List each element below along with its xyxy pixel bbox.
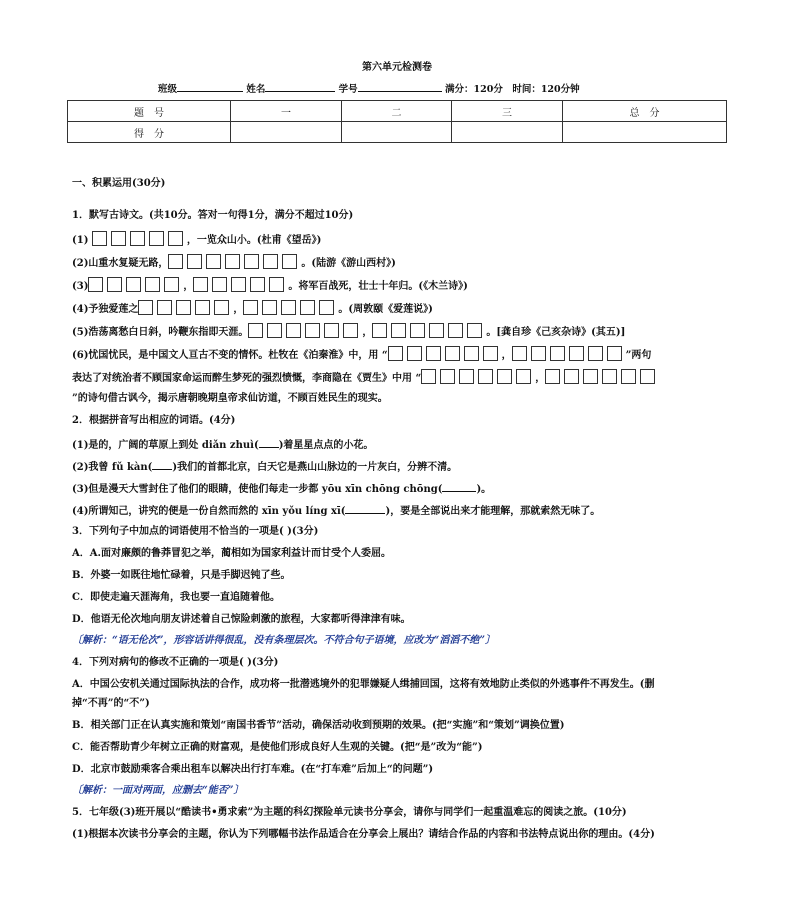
answer-box[interactable]	[531, 346, 546, 361]
q1-l4-tail: 。(周敦颐《爱莲说》)	[338, 304, 433, 315]
answer-box[interactable]	[187, 254, 202, 269]
pinyin-answer-blank[interactable]	[259, 437, 279, 448]
answer-box[interactable]	[225, 254, 240, 269]
section-heading: 一、积累运用(30分)	[72, 178, 166, 189]
answer-box[interactable]	[206, 254, 221, 269]
q3-option-a: A．A.面对廉颇的鲁莽冒犯之举，蔺相如为国家利益计而甘受个人委屈。	[72, 548, 391, 559]
answer-box[interactable]	[319, 300, 334, 315]
header-cell: 二	[342, 101, 452, 122]
q1-l5-text: (5)浩荡离愁白日斜，吟鞭东指即天涯。	[72, 327, 249, 338]
answer-box[interactable]	[244, 254, 259, 269]
q2-stem: 2．根据拼音写出相应的词语。(4分)	[72, 415, 236, 426]
answer-box[interactable]	[168, 231, 183, 246]
answer-box[interactable]	[231, 277, 246, 292]
q1-l5-comma: ，	[362, 327, 373, 338]
answer-box[interactable]	[388, 346, 403, 361]
answer-box[interactable]	[286, 323, 301, 338]
answer-box[interactable]	[467, 323, 482, 338]
class-label: 班级	[158, 84, 178, 95]
q5-stem: 5．七年级(3)班开展以“酷读书•勇求索”为主题的科幻探险单元读书分享会，请你与同学们一起重温难忘的阅读之旅。(10分)	[72, 807, 627, 818]
answer-box[interactable]	[281, 300, 296, 315]
answer-box[interactable]	[459, 369, 474, 384]
score-cell[interactable]	[563, 122, 727, 143]
q1-line-2	[72, 254, 396, 271]
answer-box[interactable]	[212, 277, 227, 292]
score-table-header-row	[68, 101, 727, 122]
answer-box[interactable]	[602, 369, 617, 384]
q1-stem: 1．默写古诗文。(共10分。答对一句得1分，满分不超过10分)	[72, 210, 354, 221]
q1-l7-text: 表达了对统治者不顾国家命运而醉生梦死的强烈愤慨，李商隐在《贾生》中用 “	[72, 373, 422, 384]
answer-box[interactable]	[497, 369, 512, 384]
answer-box[interactable]	[569, 346, 584, 361]
q1-l2-tail: 。(陆游《游山西村》)	[301, 258, 396, 269]
answer-box[interactable]	[621, 369, 636, 384]
answer-box[interactable]	[262, 300, 277, 315]
header-cell: 题 号	[68, 101, 231, 122]
answer-box[interactable]	[248, 323, 263, 338]
answer-box[interactable]	[111, 231, 126, 246]
q2-l3-tail: )。	[476, 484, 492, 495]
answer-box[interactable]	[157, 300, 172, 315]
header-cell: 一	[231, 101, 342, 122]
name-label: 姓名	[246, 84, 266, 95]
answer-box[interactable]	[445, 346, 460, 361]
q3-stem: 3．下列句子中加点的词语使用不恰当的一项是( )(3分)	[72, 526, 319, 537]
q2-l1-text: (1)是的，广阔的草原上到处 diǎn zhuì(	[72, 440, 259, 451]
answer-box[interactable]	[176, 300, 191, 315]
q1-l7-comma: ，	[535, 373, 546, 384]
answer-box[interactable]	[550, 346, 565, 361]
answer-box[interactable]	[483, 346, 498, 361]
answer-box[interactable]	[545, 369, 560, 384]
answer-box[interactable]	[440, 369, 455, 384]
answer-box[interactable]	[391, 323, 406, 338]
answer-box[interactable]	[607, 346, 622, 361]
q4-option-c: C．能否帮助青少年树立正确的财富观，是使他们形成良好人生观的关键。(把“是”改为“能”)	[72, 742, 483, 753]
answer-box[interactable]	[564, 369, 579, 384]
answer-box[interactable]	[516, 369, 531, 384]
q1-l6-comma: ，	[501, 350, 512, 361]
answer-box[interactable]	[130, 231, 145, 246]
answer-box[interactable]	[583, 369, 598, 384]
q5-part-1: (1)根据本次读书分享会的主题，你认为下列哪幅书法作品适合在分享会上展出？请结合作品的内容和书法特点说出你的理由。(4分)	[72, 829, 655, 840]
q1-l6-tail: ”两句	[625, 350, 652, 361]
header-cell: 三	[452, 101, 563, 122]
answer-box[interactable]	[640, 369, 655, 384]
answer-box[interactable]	[92, 231, 107, 246]
q4-option-a-cont: 掉“不再”的“不”)	[72, 698, 150, 709]
header-cell: 总 分	[563, 101, 727, 122]
q1-l3-num: (3)	[72, 281, 89, 292]
q2-line-2	[72, 459, 457, 475]
q1-l6-text: (6)忧国忧民，是中国文人亘古不变的情怀。杜牧在《泊秦淮》中，用 “	[72, 350, 388, 361]
pinyin-answer-blank[interactable]	[345, 503, 385, 514]
name-blank[interactable]	[265, 81, 335, 92]
score-table-score-row	[68, 122, 727, 143]
answer-box[interactable]	[426, 346, 441, 361]
score-cell[interactable]	[452, 122, 563, 143]
q1-line-5	[72, 323, 625, 340]
answer-box[interactable]	[164, 277, 179, 292]
answer-box[interactable]	[300, 300, 315, 315]
answer-box[interactable]	[324, 323, 339, 338]
answer-box[interactable]	[107, 277, 122, 292]
score-cell[interactable]	[342, 122, 452, 143]
answer-box[interactable]	[448, 323, 463, 338]
pinyin-answer-blank[interactable]	[152, 459, 172, 470]
q2-line-4	[72, 503, 600, 519]
q1-line-7	[72, 369, 659, 386]
q1-l4-comma: ，	[233, 304, 244, 315]
answer-box[interactable]	[269, 277, 284, 292]
answer-box[interactable]	[343, 323, 358, 338]
q1-line-3	[72, 277, 468, 294]
answer-box[interactable]	[407, 346, 422, 361]
q1-l4-text: (4)予独爱莲之	[72, 304, 139, 315]
q3-option-d: D．他语无伦次地向朋友讲述着自己惊险刺激的旅程，大家都听得津津有味。	[72, 614, 411, 625]
q4-option-b: B．相关部门正在认真实施和策划“南国书香节”活动，确保活动收到预期的效果。(把“实施”和“策划”调换位置)	[72, 720, 565, 731]
q2-l4-tail: )，要是全部说出来才能理解，那就索然无味了。	[385, 506, 601, 517]
q1-l2-text: (2)山重水复疑无路，	[72, 258, 169, 269]
answer-box[interactable]	[282, 254, 297, 269]
answer-box[interactable]	[243, 300, 258, 315]
answer-box[interactable]	[168, 254, 183, 269]
q1-l5-tail: 。[龚自珍《己亥杂诗》(其五)]	[486, 327, 626, 338]
answer-box[interactable]	[88, 277, 103, 292]
answer-box[interactable]	[305, 323, 320, 338]
answer-box[interactable]	[421, 369, 436, 384]
q1-l1-tail: ，一览众山小。(杜甫《望岳》)	[186, 235, 322, 246]
q3-option-b: B．外婆一如既往地忙碌着，只是手脚迟钝了些。	[72, 570, 291, 581]
answer-box[interactable]	[126, 277, 141, 292]
answer-box[interactable]	[138, 300, 153, 315]
answer-box[interactable]	[429, 323, 444, 338]
q1-l3-comma: ，	[183, 281, 194, 292]
answer-box[interactable]	[263, 254, 278, 269]
score-cell[interactable]	[231, 122, 342, 143]
q4-option-d: D．北京市鼓励乘客合乘出租车以解决出行打车难。(在“打车难”后加上“的问题”)	[72, 764, 434, 775]
answer-box[interactable]	[267, 323, 282, 338]
q2-l2-text: (2)我曾 fǔ kàn(	[72, 462, 153, 473]
q1-line-8: ”的诗句借古讽今，揭示唐朝晚期皇帝求仙访道，不顾百姓民生的现实。	[72, 393, 388, 404]
answer-box[interactable]	[588, 346, 603, 361]
q3-analysis-note: 〔解析：“语无伦次”，形容话讲得很乱，没有条理层次。不符合句子语境，应改为“滔滔不绝”〕	[72, 635, 496, 646]
q1-l3-tail: 。将军百战死，壮士十年归。(《木兰诗》)	[288, 281, 468, 292]
q2-l3-text: (3)但是漫天大雪封住了他们的眼睛，使他们每走一步都 yōu xīn chōng chōng(	[72, 484, 443, 495]
q4-analysis-note: 〔解析：一面对两面，应删去“能否”〕	[72, 785, 244, 796]
answer-box[interactable]	[145, 277, 160, 292]
answer-box[interactable]	[464, 346, 479, 361]
answer-box[interactable]	[512, 346, 527, 361]
answer-box[interactable]	[195, 300, 210, 315]
score-time-info: 满分：120分 时间：120分钟	[444, 84, 580, 95]
q2-line-3	[72, 481, 491, 497]
score-table	[67, 100, 727, 143]
q2-l1-tail: )着星星点点的小花。	[278, 440, 374, 451]
q3-option-c: C．即使走遍天涯海角，我也要一直追随着他。	[72, 592, 280, 603]
id-blank[interactable]	[358, 81, 442, 92]
answer-box[interactable]	[372, 323, 387, 338]
pinyin-answer-blank[interactable]	[442, 481, 476, 492]
q1-line-6	[72, 346, 651, 363]
q4-stem: 4．下列对病句的修改不正确的一项是( )(3分)	[72, 657, 279, 668]
q1-line-1	[72, 231, 321, 248]
doc-title: 第六单元检测卷	[362, 62, 432, 73]
answer-box[interactable]	[250, 277, 265, 292]
score-row-label: 得 分	[68, 122, 231, 143]
class-blank[interactable]	[177, 81, 243, 92]
answer-box[interactable]	[214, 300, 229, 315]
answer-box[interactable]	[149, 231, 164, 246]
answer-box[interactable]	[193, 277, 208, 292]
q1-l1-text: (1)	[72, 235, 89, 246]
answer-box[interactable]	[478, 369, 493, 384]
student-info-line	[158, 81, 580, 95]
q2-line-1	[72, 437, 373, 453]
q2-l2-tail: )我们的首都北京，白天它是燕山山脉边的一片灰白，分辨不清。	[172, 462, 458, 473]
answer-box[interactable]	[410, 323, 425, 338]
q1-line-4	[72, 300, 433, 317]
id-label: 学号	[338, 84, 358, 95]
q2-l4-text: (4)所谓知己，讲究的便是一份自然而然的 xīn yǒu líng xī(	[72, 506, 346, 517]
q4-option-a: A．中国公安机关通过国际执法的合作，成功将一批潜逃境外的犯罪嫌疑人缉捕回国，这将有效地防止类似的外逃事件不再发生。(删	[72, 679, 655, 690]
